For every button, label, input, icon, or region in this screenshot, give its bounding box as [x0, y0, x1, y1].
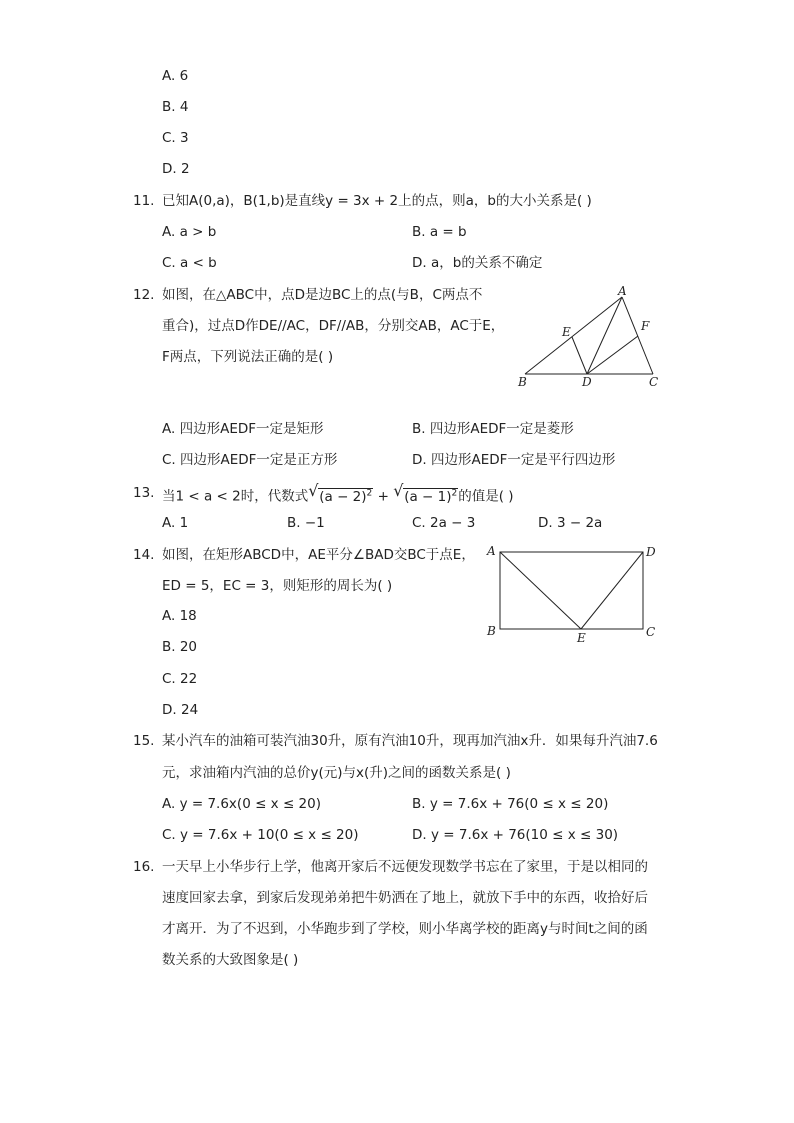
q16-number: 16. — [133, 859, 155, 875]
segment-ad — [587, 297, 622, 374]
q14-option-d: D. 24 — [162, 702, 199, 718]
q12-stem-line-3: F两点，下列说法正确的是( ) — [162, 349, 334, 365]
q13-radical-1: √ $(a - 2)^2$ — [308, 481, 373, 505]
q13-option-d: D. 3 − 2a — [538, 515, 603, 531]
q15-option-d: D. y = 7.6x + 76(10 ≤ x ≤ 30) — [412, 827, 619, 843]
q11-option-b: B. a = b — [412, 224, 467, 240]
q10-option-d: D. 2 — [162, 161, 190, 177]
label-d: D — [582, 375, 592, 389]
q10-option-c: C. 3 — [162, 130, 189, 146]
label-a: A — [487, 544, 496, 558]
q13-option-b: B. −1 — [287, 515, 325, 531]
q11-stem: 已知A(0,a)，B(1,b)是直线y = 3x + 2上的点，则a，b的大小关系是( ) — [162, 193, 592, 209]
label-a: A — [618, 284, 627, 298]
q13-plus: + — [377, 488, 389, 505]
q14-option-a: A. 18 — [162, 608, 197, 624]
q13-option-c: C. 2a − 3 — [412, 515, 476, 531]
q13-stem — [162, 481, 514, 506]
q13-stem-after: 的值是( ) — [458, 488, 514, 505]
q14-stem-line-2: ED = 5，EC = 3，则矩形的周长为( ) — [162, 578, 393, 594]
label-c: C — [649, 375, 659, 389]
q12-option-a: A. 四边形AEDF一定是矩形 — [162, 421, 324, 437]
q16-stem-line-4: 数关系的大致图象是( ) — [162, 952, 299, 968]
q10-option-a: A. 6 — [162, 68, 189, 84]
q12-stem-line-2: 重合)，过点D作DE//AC，DF//AB，分别交AB，AC于E， — [162, 318, 505, 334]
q11-option-d: D. a，b的关系不确定 — [412, 255, 543, 271]
label-e: E — [577, 631, 586, 645]
segment-df — [587, 336, 638, 374]
segment-ed — [572, 337, 587, 374]
q12-triangle-figure — [510, 282, 670, 392]
q14-option-b: B. 20 — [162, 639, 198, 655]
label-b: B — [487, 624, 496, 638]
q12-option-c: C. 四边形AEDF一定是正方形 — [162, 452, 338, 468]
q13-number: 13. — [133, 485, 155, 501]
q11-option-a: A. a > b — [162, 224, 217, 240]
q13-exponent-2: 2 — [451, 488, 458, 498]
label-b: B — [518, 375, 527, 389]
segment-ae — [500, 552, 581, 629]
q13-stem-before: 当1 < a < 2时，代数式 — [162, 488, 309, 505]
q11-option-c: C. a < b — [162, 255, 217, 271]
segment-ba — [525, 297, 622, 374]
q13-radicand-2: (a − 1) — [404, 488, 452, 505]
q14-rectangle-figure — [482, 540, 662, 650]
q13-radicand-1: (a − 2) — [319, 488, 367, 505]
label-d: D — [646, 545, 656, 559]
q13-option-a: A. 1 — [162, 515, 189, 531]
q14-stem-line-1: 如图，在矩形ABCD中，AE平分∠BAD交BC于点E， — [162, 547, 475, 563]
q12-number: 12. — [133, 287, 155, 303]
q14-number: 14. — [133, 547, 155, 563]
segment-ed — [581, 552, 643, 629]
q12-stem-line-1: 如图，在△ABC中，点D是边BC上的点(与B，C两点不 — [162, 287, 483, 303]
q14-option-c: C. 22 — [162, 671, 198, 687]
q16-stem-line-1: 一天早上小华步行上学，他离开家后不远便发现数学书忘在了家里，于是以相同的 — [162, 859, 648, 875]
q15-option-a: A. y = 7.6x(0 ≤ x ≤ 20) — [162, 796, 322, 812]
q12-option-d: D. 四边形AEDF一定是平行四边形 — [412, 452, 616, 468]
q15-option-b: B. y = 7.6x + 76(0 ≤ x ≤ 20) — [412, 796, 609, 812]
label-f: F — [641, 319, 650, 333]
q11-number: 11. — [133, 193, 155, 209]
q16-stem-line-3: 才离开．为了不迟到，小华跑步到了学校，则小华离学校的距离y与时间t之间的函 — [162, 921, 648, 937]
q10-option-b: B. 4 — [162, 99, 189, 115]
q16-stem-line-2: 速度回家去拿，到家后发现弟弟把牛奶洒在了地上，就放下手中的东西，收拾好后 — [162, 890, 648, 906]
label-c: C — [646, 625, 656, 639]
rectangle-abcd — [500, 552, 643, 629]
q15-number: 15. — [133, 733, 155, 749]
q15-stem-line-2: 元，求油箱内汽油的总价y(元)与x(升)之间的函数关系是( ) — [162, 765, 511, 781]
q15-option-c: C. y = 7.6x + 10(0 ≤ x ≤ 20) — [162, 827, 359, 843]
label-e: E — [562, 325, 571, 339]
q12-option-b: B. 四边形AEDF一定是菱形 — [412, 421, 574, 437]
segment-ac — [622, 297, 653, 374]
q13-radical-2: √ $(a - 1)^2$ — [393, 481, 458, 505]
q13-exponent-1: 2 — [366, 488, 373, 498]
q15-stem-line-1: 某小汽车的油箱可装汽油30升，原有汽油10升，现再加汽油x升．如果每升汽油7.6 — [162, 733, 658, 749]
